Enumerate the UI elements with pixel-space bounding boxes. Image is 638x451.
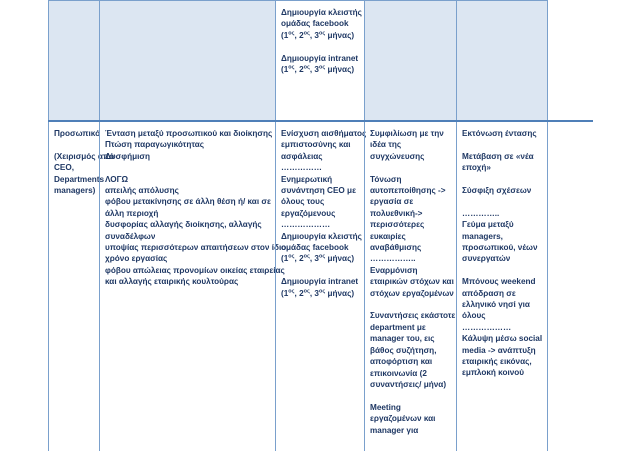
text-line: Ενημερωτική	[281, 174, 333, 184]
plan-table	[48, 0, 593, 451]
text-line: δυσφορίας αλλαγής διοίκησης, αλλαγής	[105, 220, 262, 230]
text-line: εμπλοκή κοινού	[462, 368, 525, 378]
months-line: ($1^{o\varsigma}$, $2^{o\varsigma}$, $3^{o\varsigma}$ μήνας)	[281, 287, 355, 298]
text-line: ελληνικό νησί για	[462, 300, 530, 310]
text-line: Δημιουργία κλειστής	[281, 8, 362, 17]
text-line: υποψίας περισσότερων απαιτήσεων στον ίδιο	[105, 243, 287, 253]
top-cell-1	[48, 0, 99, 120]
text-line: επικοινωνία (2	[370, 368, 427, 378]
text-line: Μπόνους weekend	[462, 277, 536, 287]
text-line: εργαζομένων και	[370, 414, 436, 424]
top-cell-2	[99, 0, 275, 120]
text-line	[54, 139, 95, 150]
text-line: εμπιστοσύνης και	[281, 140, 351, 150]
text-line: …………..	[462, 208, 500, 218]
text-line	[462, 196, 543, 207]
cell-goals	[364, 122, 456, 451]
text-line: Εκτόνωση έντασης	[462, 129, 537, 138]
text-line: απειλής απόλυσης	[105, 186, 179, 196]
text-line: ………………	[281, 220, 331, 230]
text-line: φόβου απώλειας προνομίων οικείας εταιρείας	[105, 265, 285, 275]
cell-stakeholder	[48, 122, 115, 451]
text-line: ……………..	[370, 254, 416, 264]
text-line: Σύσφιξη σχέσεων	[462, 186, 532, 195]
text-line: Ένταση μεταξύ προσωπικού και διοίκησης	[105, 129, 273, 138]
text-line: Δυσφήμιση	[105, 151, 150, 161]
top-cell-3	[275, 0, 364, 120]
text-line: ασφάλειας	[281, 151, 323, 161]
text-line: εταιρικών στόχων και	[370, 277, 454, 287]
cell-stakeholder-text	[54, 128, 115, 196]
text-line: Συναντήσεις εκάστοτε	[370, 311, 456, 321]
text-line: manager του, εις	[370, 334, 435, 344]
text-line: ευκαιρίες	[370, 231, 406, 241]
text-line: Meeting	[370, 402, 401, 412]
cell-actions-text	[281, 128, 367, 299]
text-line: όλους	[462, 311, 486, 321]
text-line	[462, 265, 543, 276]
text-line: Προσωπικό	[54, 129, 101, 138]
text-line: Δημιουργία intranet	[281, 277, 359, 287]
text-line: media -> ανάπτυξη	[462, 345, 536, 355]
text-line: managers)	[54, 186, 96, 196]
cell-outcomes	[456, 122, 548, 451]
text-line: εργασία σε	[370, 197, 414, 207]
text-line: ομάδας facebook	[281, 19, 349, 29]
cell-outcomes-text	[462, 128, 543, 379]
text-line	[370, 162, 452, 173]
text-line: Πτώση παραγωγικότητας	[105, 140, 205, 150]
top-cell-3-text	[281, 7, 360, 75]
text-line: απόδραση σε	[462, 288, 516, 298]
months-line: ($1^{o\varsigma}$, $2^{o\varsigma}$, $3^{o\varsigma}$ μήνας)	[281, 253, 355, 264]
text-line: Departments	[54, 174, 105, 184]
text-line: εταιρικής εικόνας,	[462, 357, 532, 367]
cell-goals-text	[370, 128, 456, 436]
text-line: συγχώνευσης	[370, 151, 425, 161]
text-line: πολυεθνική->	[370, 208, 423, 218]
text-line: άλλη περιοχή	[105, 208, 159, 218]
text-line: αποφόρτιση και	[370, 357, 433, 367]
top-cell-5	[456, 0, 548, 120]
text-line	[370, 390, 452, 401]
text-line: Δημιουργία intranet	[281, 53, 359, 63]
text-line: managers,	[462, 231, 503, 241]
text-line: ………………	[462, 322, 512, 332]
text-line: Δημιουργία κλειστής	[281, 231, 362, 241]
text-line	[370, 299, 452, 310]
text-line: manager για	[370, 425, 419, 435]
text-line: ομάδας facebook	[281, 243, 349, 253]
text-line: συναδέλφων	[105, 231, 156, 241]
text-line: όλους τους	[281, 197, 325, 207]
text-line: φόβου μετακίνησης σε άλλη θέση ή/ και σε	[105, 197, 271, 207]
table-row-top	[48, 0, 593, 122]
text-line: αυτοπεποίθησης ->	[370, 186, 446, 196]
table-row-main	[48, 122, 593, 451]
text-line: CEO,	[54, 163, 75, 173]
text-line: Συμφιλίωση με την	[370, 129, 444, 138]
text-line	[462, 139, 543, 150]
text-line: εποχή»	[462, 163, 491, 173]
text-line: και αλλαγής εταιρικής κουλτούρας	[105, 277, 239, 287]
text-line: ΛΟΓΩ	[105, 174, 129, 184]
text-line: Κάλυψη μέσω social	[462, 334, 543, 344]
text-line: ιδέα της	[370, 140, 402, 150]
text-line: Μετάβαση σε «νέα	[462, 151, 534, 161]
text-line: Τόνωση	[370, 174, 402, 184]
text-line: ……………	[281, 163, 322, 173]
text-line: αναβάθμισης	[370, 243, 422, 253]
text-line: χρόνο εργασίας	[105, 254, 168, 264]
cell-actions	[275, 122, 367, 451]
text-line: Ενίσχυση αισθήματος	[281, 129, 367, 138]
text-line: department με	[370, 322, 426, 332]
text-line: συνεργατών	[462, 254, 511, 264]
text-line	[462, 174, 543, 185]
text-line: εργαζόμενους	[281, 208, 336, 218]
months-line: ($1^{o\varsigma}$, $2^{o\varsigma}$, $3^{o\varsigma}$ μήνας)	[281, 30, 355, 40]
text-line	[105, 162, 271, 173]
text-line: Γεύμα μεταξύ	[462, 220, 514, 230]
text-line: βάθος συζήτηση,	[370, 345, 437, 355]
top-cell-4	[364, 0, 456, 120]
text-line: προσωπικού, νέων	[462, 243, 538, 253]
text-line: Εναρμόνιση	[370, 265, 418, 275]
months-line: ($1^{o\varsigma}$, $2^{o\varsigma}$, $3^{o\varsigma}$ μήνας)	[281, 64, 355, 75]
text-line: περισσότερες	[370, 220, 425, 230]
cell-risks-text	[105, 128, 287, 288]
text-line: συνάντηση CEO με	[281, 186, 356, 196]
text-line: συναντήσεις/ μήνα)	[370, 379, 447, 389]
text-line: στόχων εργαζομένων	[370, 288, 454, 298]
cell-risks	[99, 122, 287, 451]
text-line: (Χειρισμός από	[54, 151, 115, 161]
